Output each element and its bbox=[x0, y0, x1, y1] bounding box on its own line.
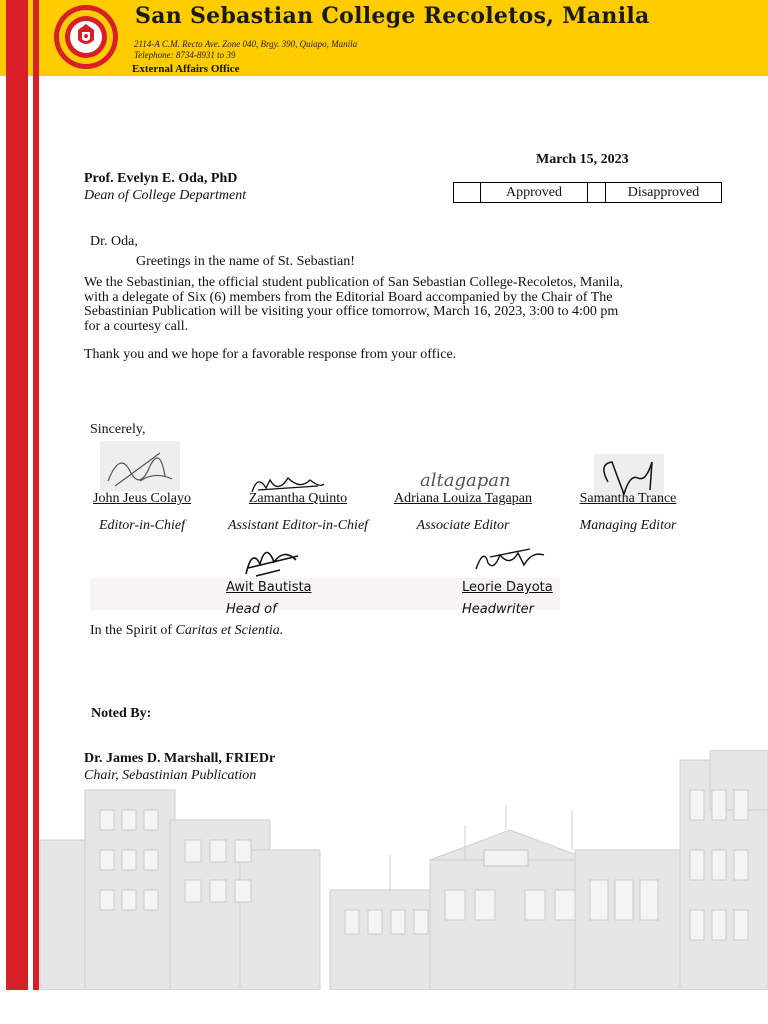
sincerely: Sincerely, bbox=[90, 422, 146, 437]
signer-bautista bbox=[226, 580, 318, 617]
closing-prefix: In the Spirit of bbox=[90, 623, 176, 638]
approved-checkbox[interactable] bbox=[454, 183, 481, 202]
campus-building-illustration bbox=[0, 750, 768, 990]
signer-role: Editor-in-Chief bbox=[98, 518, 186, 533]
signer-name: Adriana Louiza Tagapan bbox=[394, 491, 532, 506]
disapproved-label: Disapproved bbox=[627, 184, 700, 200]
signature-dayota bbox=[470, 543, 550, 575]
signer-role: Headwriter bbox=[462, 602, 535, 617]
signer-quinto bbox=[221, 491, 375, 534]
signer-role: Associate Editor bbox=[416, 518, 510, 533]
greeting: Greetings in the name of St. Sebastian! bbox=[136, 254, 355, 269]
noted-by-label: Noted By: bbox=[91, 706, 152, 721]
signer-name: John Jeus Colayo bbox=[93, 491, 191, 506]
closing-motto: Caritas et Scientia. bbox=[175, 623, 284, 638]
signer-name: Awit Bautista bbox=[226, 580, 312, 595]
disapproved-checkbox[interactable] bbox=[588, 183, 606, 202]
closing-line bbox=[90, 623, 283, 639]
signer-name: Leorie Dayota bbox=[462, 580, 553, 595]
college-name: San Sebastian College Recoletos, Manila bbox=[135, 3, 650, 29]
approved-label: Approved bbox=[481, 183, 588, 202]
signer-name: Samantha Trance bbox=[579, 491, 677, 506]
telephone-line: Telephone: 8734-8931 to 39 bbox=[134, 50, 236, 60]
college-seal-logo bbox=[42, 2, 130, 72]
noter-name: Dr. James D. Marshall, FRIEDr bbox=[84, 751, 276, 766]
office-name: External Affairs Office bbox=[132, 63, 240, 75]
signer-role: Assistant Editor-in-Chief bbox=[227, 518, 369, 533]
recipient-name: Prof. Evelyn E. Oda, PhD bbox=[84, 171, 238, 186]
signer-name: Zamantha Quinto bbox=[248, 491, 348, 506]
address-line: 2114-A C.M. Recto Ave. Zone 040, Brgy. 390, Quiapo, Manila bbox=[134, 39, 358, 49]
noter-title: Chair, Sebastinian Publication bbox=[84, 768, 257, 783]
signer-tagapan bbox=[386, 491, 540, 534]
signer-role: Head of bbox=[226, 602, 277, 617]
signer-dayota bbox=[462, 580, 554, 617]
recipient-title: Dean of College Department bbox=[84, 188, 247, 203]
salutation: Dr. Oda, bbox=[90, 234, 138, 249]
letter-date: March 15, 2023 bbox=[536, 152, 629, 167]
letter-body: We the Sebastinian, the official student publication of San Sebastian College-Recoletos, Manila, with a delegate of Six (6) members from the Editorial Board accompanied by the Chair of The Sebastinian Publication will be visiting your office tomorrow, March 16, 2023, 3:00 to 4:00 pm for a courtesy call. bbox=[84, 275, 624, 334]
signer-trance bbox=[573, 491, 683, 534]
signature-bautista bbox=[240, 538, 302, 580]
college-address bbox=[134, 39, 357, 61]
signature-colayo bbox=[100, 441, 180, 491]
signature-tagapan: altagapan bbox=[420, 470, 511, 491]
signer-role: Managing Editor bbox=[579, 518, 677, 533]
signer-colayo bbox=[89, 491, 195, 534]
approval-table bbox=[453, 182, 722, 203]
thanks-line: Thank you and we hope for a favorable response from your office. bbox=[84, 347, 457, 362]
